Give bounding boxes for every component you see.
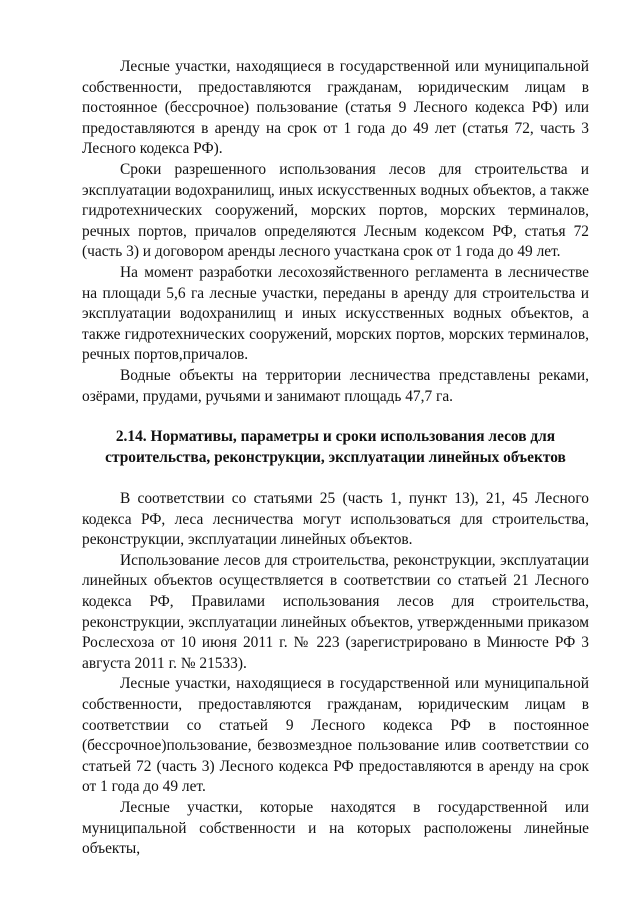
paragraph-linear-objects-rules: Использование лесов для строительства, реконструкции, эксплуатации линейных объектов осуществляется в соответствии со статьей 21 Лесного кодекса РФ, Правилами использования лесов для строительства, реконструкции, эксплуатации линейных объектов, утвержденными приказом Рослесхоза от 10 июня 2011 г. № 223 (зарегистрировано в Минюсте РФ 3 августа 2011 г. № 21533).	[82, 551, 589, 672]
paragraph-leased-area: На момент разработки лесохозяйственного регламента в лесничестве на площади 5,6 га лесные участки, переданы в аренду для строительства и эксплуатации водохранилищ и иных искусственных водных объектов, а также гидротехнических сооружений, морских портов, морских терминалов, речных портов,причалов.	[82, 263, 589, 364]
document-page	[82, 57, 589, 860]
paragraph-reservoir-terms: Сроки разрешенного использования лесов для строительства и эксплуатации водохранилищ, иных искусственных водных объектов, а также гидротехнических сооружений, морских портов, морских терминалов, речных портов, причалов определяются Лесным кодексом РФ, статья 72 (часть 3) и договором аренды лесного участкана срок от 1 года до 49 лет.	[82, 160, 589, 261]
paragraph-forest-plots-lease: Лесные участки, находящиеся в государственной или муниципальной собственности, предоставляются гражданам, юридическим лицам в постоянное (бессрочное) пользование (статья 9 Лесного кодекса РФ) или предоставляются в аренду на срок от 1 года до 49 лет (статья 72, часть 3 Лесного кодекса РФ).	[82, 58, 589, 158]
paragraph-linear-objects-articles: В соответствии со статьями 25 (часть 1, пункт 13), 21, 45 Лесного кодекса РФ, леса лесничества могут использоваться для строительства, реконструкции, эксплуатации линейных объектов.	[82, 490, 589, 549]
section-heading: 2.14. Нормативы, параметры и сроки использования лесов для строительства, реконструкции, эксплуатации линейных объектов	[105, 428, 566, 467]
paragraph-linear-objects-located: Лесные участки, которые находятся в государственной или муниципальной собственности и на которых расположены линейные объекты,	[82, 799, 589, 858]
paragraph-water-objects: Водные объекты на территории лесничества представлены реками, озёрами, прудами, ручьями и занимают площадь 47,7 га.	[82, 366, 589, 405]
paragraph-linear-objects-use: Лесные участки, находящиеся в государственной или муниципальной собственности, предоставляются гражданам, юридическим лицам в соответствии со статьей 9 Лесного кодекса РФ в постоянное (бессрочное)пользование, безвозмездное пользование илив соответствии со статьей 72 (часть 3) Лесного кодекса РФ предоставляются в аренду на срок от 1 года до 49 лет.	[82, 675, 589, 796]
